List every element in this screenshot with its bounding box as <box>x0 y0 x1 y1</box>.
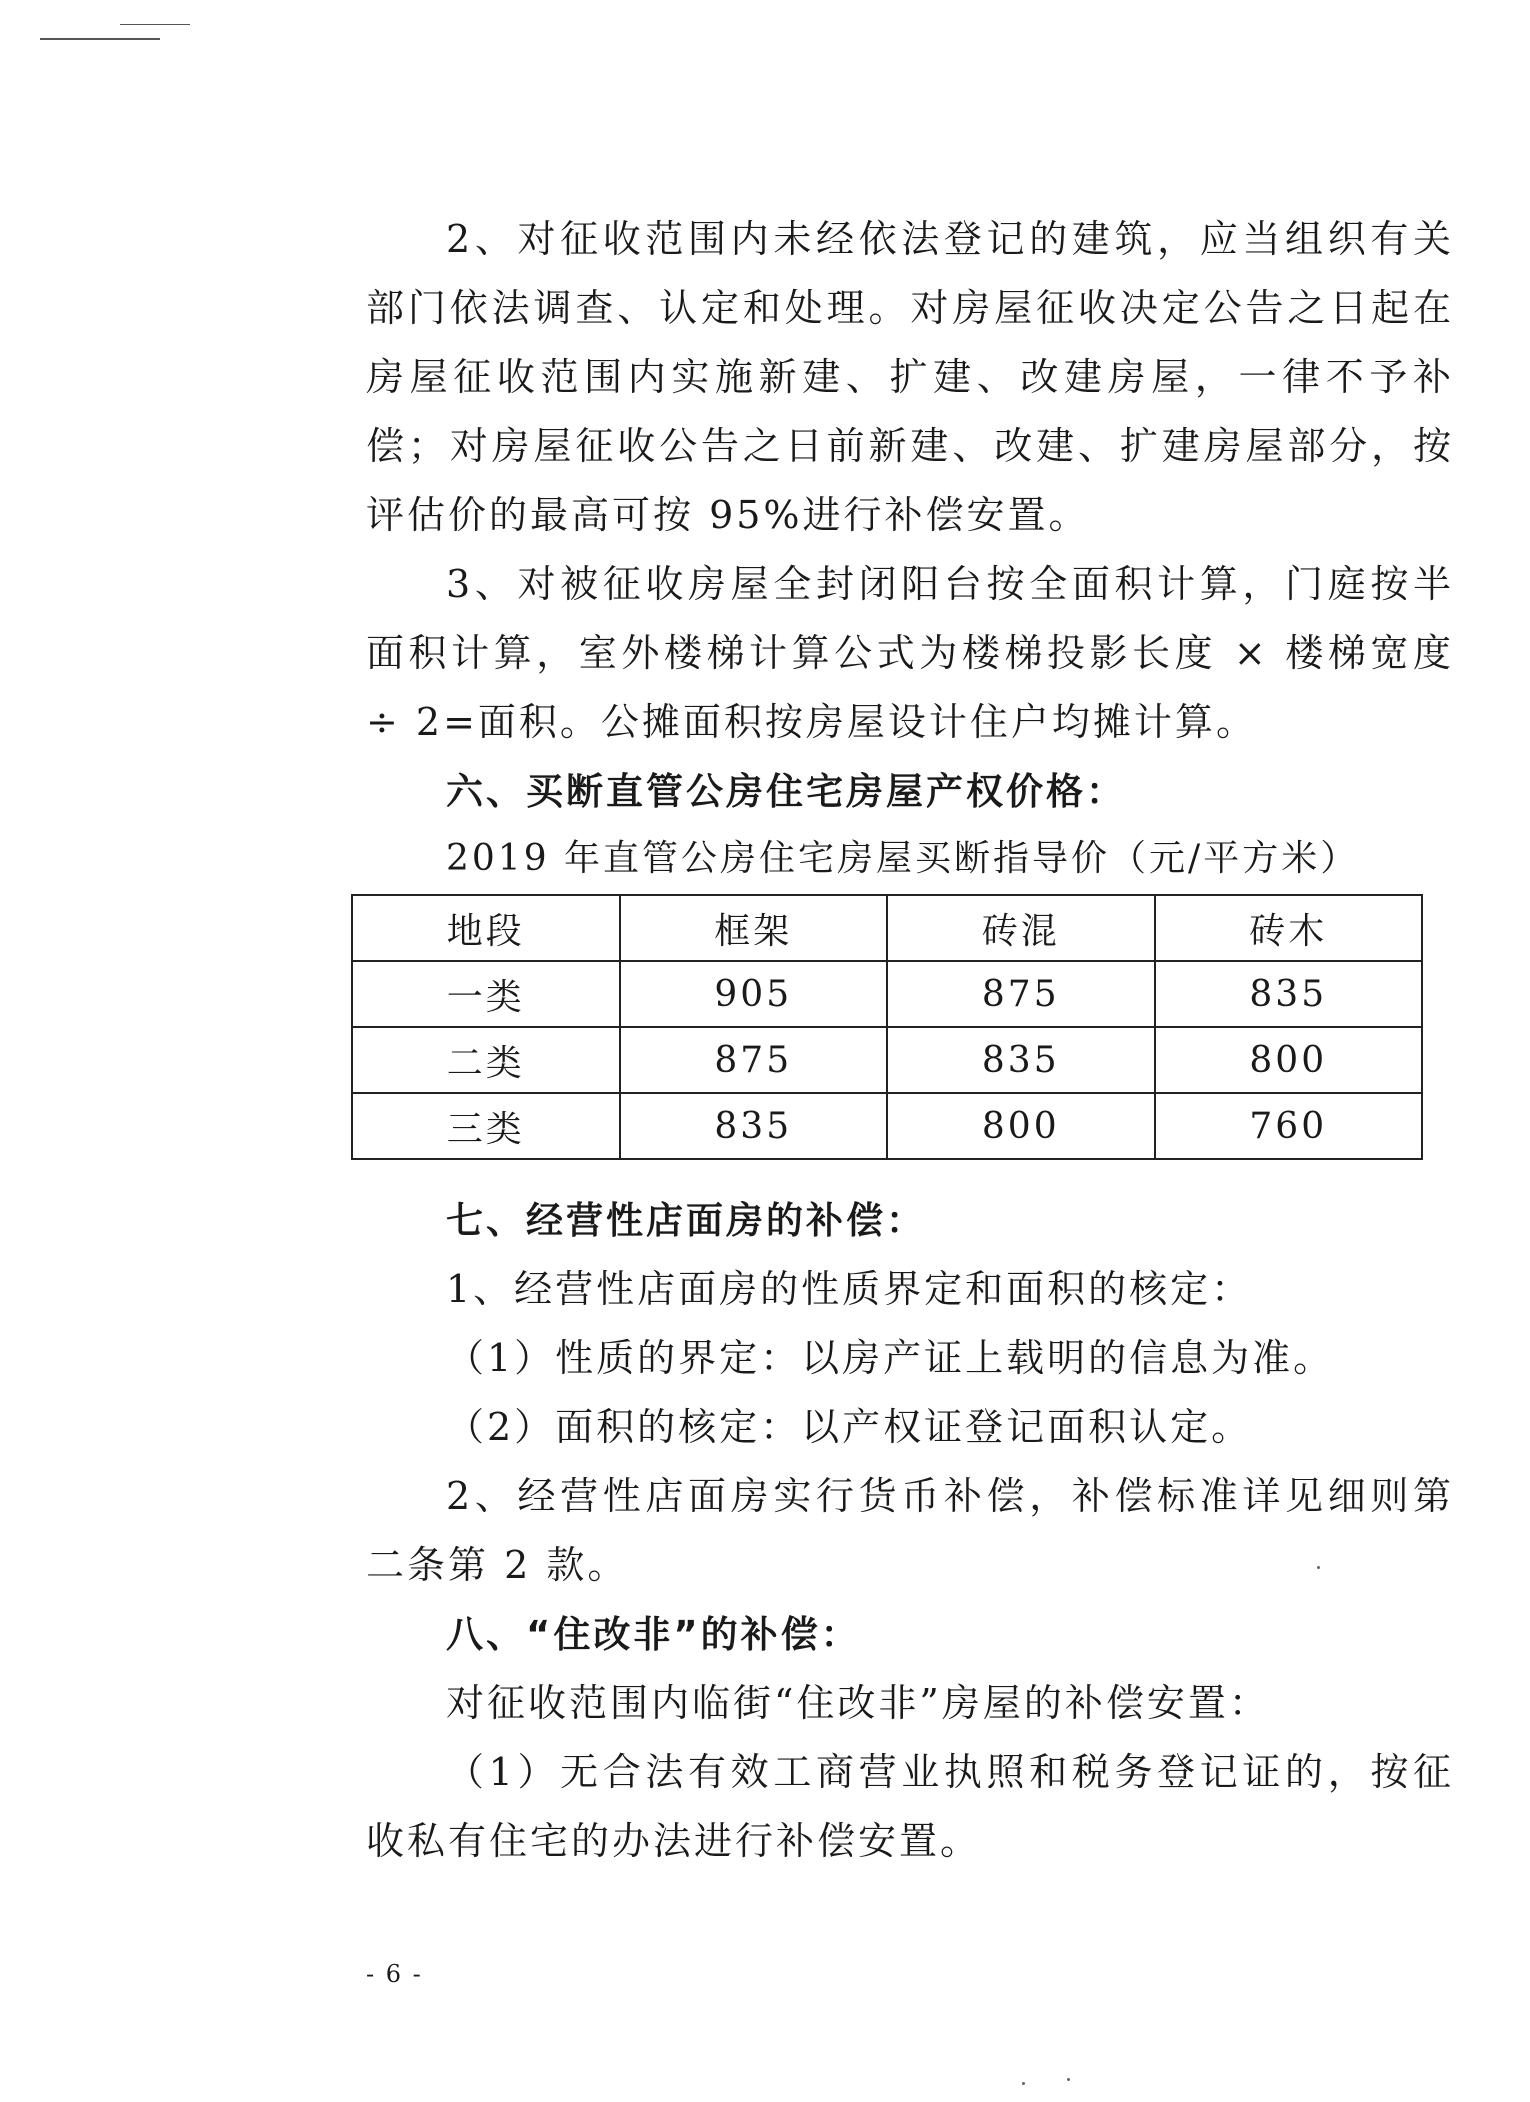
paragraph-8-1: （1）无合法有效工商营业执照和税务登记证的，按征收私有住宅的办法进行补偿安置。 <box>366 1750 1454 1863</box>
paragraph-7-2: 2、经营性店面房实行货币补偿，补偿标准详见细则第二条第 2 款。 <box>366 1474 1454 1587</box>
table-cell: 875 <box>887 961 1155 1027</box>
scan-artifact-line <box>40 38 160 40</box>
table-cell: 835 <box>887 1027 1155 1093</box>
table-cell: 905 <box>620 961 888 1027</box>
table-header-cell: 框架 <box>620 895 888 961</box>
paragraph-7-1: 1、经营性店面房的性质界定和面积的核定： <box>446 1267 1253 1311</box>
table-header-cell: 砖混 <box>887 895 1155 961</box>
table-cell: 835 <box>620 1093 888 1159</box>
scan-artifact-line <box>120 24 190 25</box>
table-caption: 2019 年直管公房住宅房屋买断指导价（元/平方米） <box>446 838 1360 879</box>
table-row <box>352 1027 1422 1093</box>
table-cell: 760 <box>1155 1093 1423 1159</box>
section-7-heading: 七、经营性店面房的补偿： <box>446 1199 926 1242</box>
table-cell: 835 <box>1155 961 1423 1027</box>
paragraph-7-1-1: （1）性质的界定：以房产证上载明的信息为准。 <box>446 1336 1335 1380</box>
paragraph-item-2: 2、对征收范围内未经依法登记的建筑，应当组织有关部门依法调查、认定和处理。对房屋征收决定公告之日起在房屋征收范围内实施新建、扩建、改建房屋，一律不予补偿；对房屋征收公告之日前新建、改建、扩建房屋部分，按评估价的最高可按 95%进行补偿安置。 <box>366 217 1454 537</box>
scan-artifact-dot <box>1067 2078 1070 2081</box>
table-cell: 一类 <box>352 961 620 1027</box>
paragraph-item-3: 3、对被征收房屋全封闭阳台按全面积计算，门庭按半面积计算，室外楼梯计算公式为楼梯投影长度 × 楼梯宽度 ÷ 2=面积。公摊面积按房屋设计住户均摊计算。 <box>366 562 1454 744</box>
page-number: - 6 - <box>366 1960 423 1988</box>
section-8-heading: 八、“住改非”的补偿： <box>446 1613 861 1656</box>
document-body-continued <box>366 1186 1454 1876</box>
scan-artifact-dot <box>1022 2082 1025 2085</box>
table-cell: 三类 <box>352 1093 620 1159</box>
document-body <box>366 205 1454 892</box>
table-header-cell: 砖木 <box>1155 895 1423 961</box>
table-row <box>352 961 1422 1027</box>
paragraph-8-intro: 对征收范围内临街“住改非”房屋的补偿安置： <box>446 1681 1270 1725</box>
table-cell: 800 <box>887 1093 1155 1159</box>
paragraph-7-1-2: （2）面积的核定：以产权证登记面积认定。 <box>446 1405 1253 1449</box>
price-table <box>351 894 1423 1160</box>
table-cell: 875 <box>620 1027 888 1093</box>
table-header-row <box>352 895 1422 961</box>
section-6-heading: 六、买断直管公房住宅房屋产权价格： <box>446 770 1126 813</box>
table-cell: 800 <box>1155 1027 1423 1093</box>
table-header-cell: 地段 <box>352 895 620 961</box>
table-row <box>352 1093 1422 1159</box>
table-cell: 二类 <box>352 1027 620 1093</box>
